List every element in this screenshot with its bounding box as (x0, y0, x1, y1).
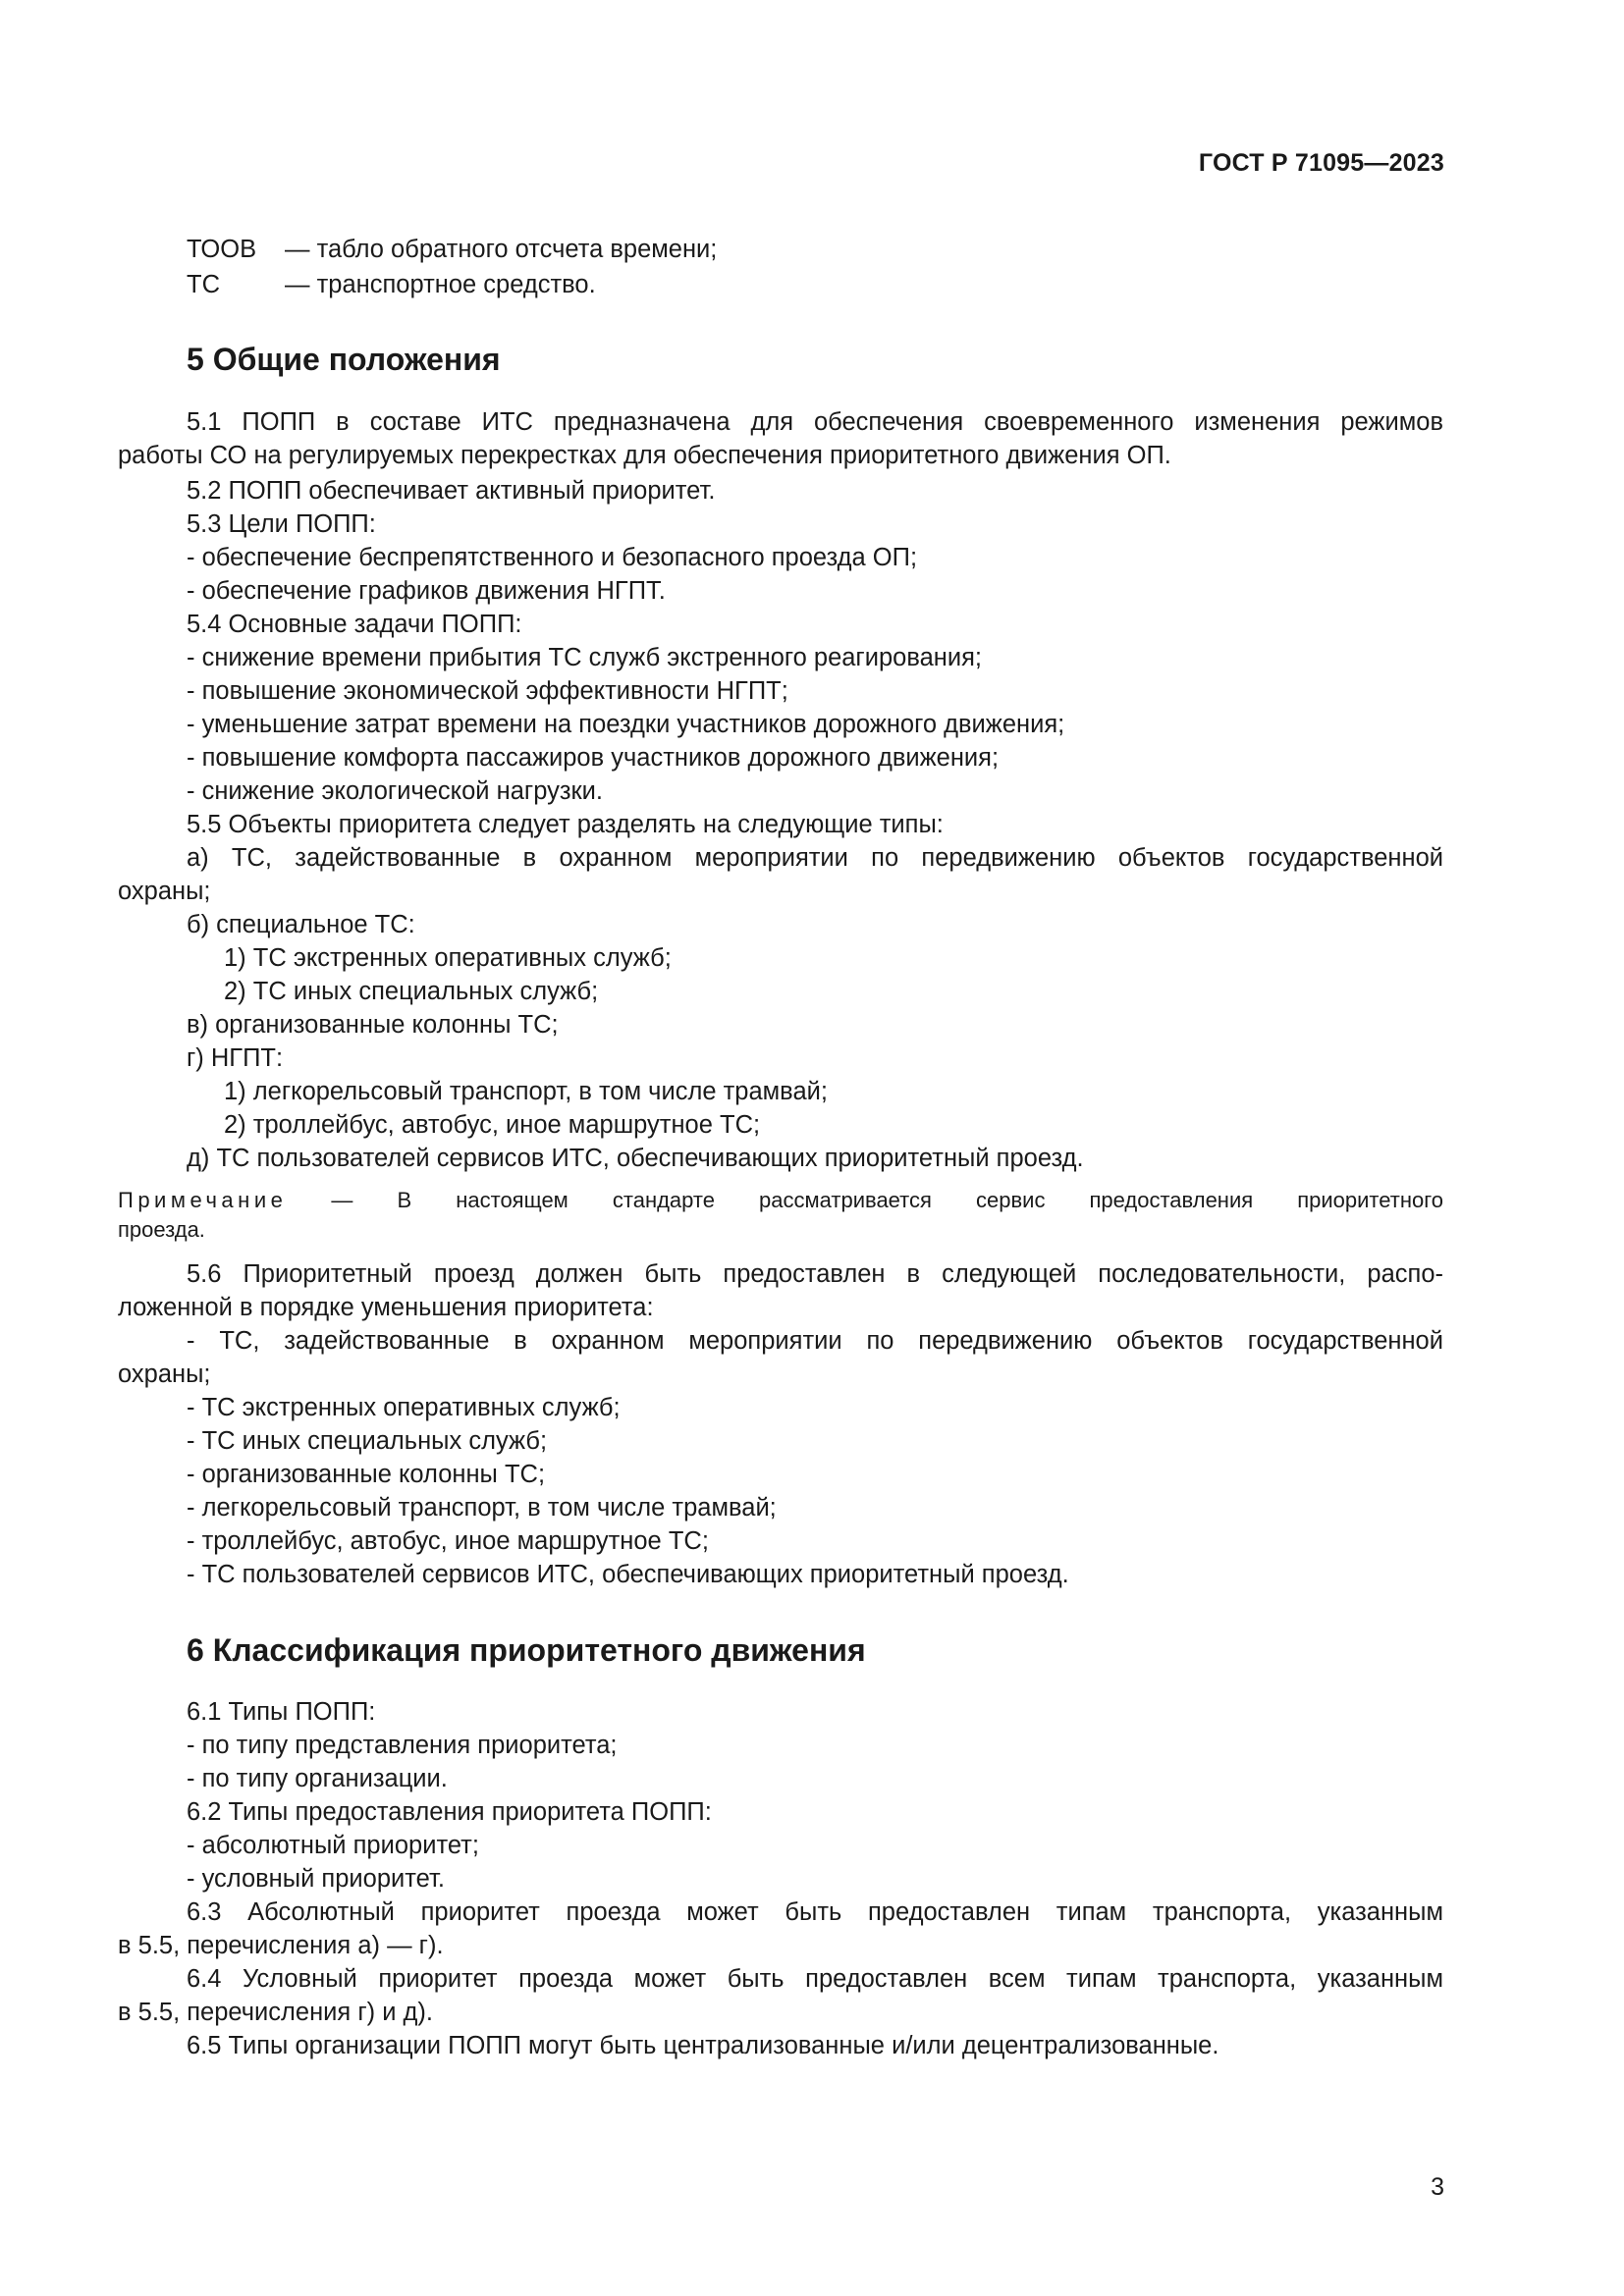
paragraph-line: 6.1 Типы ПОПП: (187, 1698, 376, 1726)
abbreviation-definition: — транспортное средство. (285, 271, 596, 298)
paragraph-line: 5.5 Объекты приоритета следует разделять на следующие типы: (187, 811, 944, 838)
paragraph-line: 6.3 Абсолютный приоритет проезда может быть предоставлен типам транспорта, указанным (187, 1898, 1443, 1926)
list-item: - повышение экономической эффективности НГПТ; (187, 677, 788, 705)
list-item: д) ТС пользователей сервисов ИТС, обеспечивающих приоритетный проезд. (187, 1145, 1084, 1172)
paragraph-line: 5.1 ПОПП в составе ИТС предназначена для обеспечения своевременного изменения режимов (187, 408, 1443, 436)
list-item: - обеспечение графиков движения НГПТ. (187, 577, 666, 605)
list-item: г) НГПТ: (187, 1044, 284, 1072)
section-heading: 5 Общие положения (187, 342, 501, 377)
abbreviation-row (187, 236, 717, 264)
list-item: - по типу представления приоритета; (187, 1732, 618, 1759)
list-item: - повышение комфорта пассажиров участников дорожного движения; (187, 744, 1000, 772)
list-item: б) специальное ТС: (187, 911, 415, 938)
note-text: — В настоящем стандарте рассматривается сервис предоставления приоритетного (331, 1188, 1443, 1212)
paragraph-line: 5.4 Основные задачи ПОПП: (187, 611, 522, 638)
paragraph-line: 6.5 Типы организации ПОПП могут быть централизованные и/или децентрализованные. (187, 2032, 1219, 2059)
list-item: - снижение времени прибытия ТС служб экстренного реагирования; (187, 644, 982, 671)
list-item: в) организованные колонны ТС; (187, 1011, 559, 1039)
section-heading: 6 Классификация приоритетного движения (187, 1632, 866, 1668)
paragraph-line: 6.2 Типы предоставления приоритета ПОПП: (187, 1798, 712, 1826)
list-item-continuation: охраны; (118, 878, 211, 905)
note-label: Примечание (118, 1188, 288, 1212)
abbreviation-row (187, 271, 596, 299)
list-item: - уменьшение затрат времени на поездки участников дорожного движения; (187, 711, 1065, 738)
paragraph-line: в 5.5, перечисления г) и д). (118, 1999, 433, 2026)
list-item: - легкорельсовый транспорт, в том числе трамвай; (187, 1494, 777, 1522)
list-item: - абсолютный приоритет; (187, 1832, 479, 1859)
sub-list-item: 2) ТС иных специальных служб; (224, 978, 599, 1005)
paragraph-line: 6.4 Условный приоритет проезда может быть предоставлен всем типам транспорта, указанным (187, 1965, 1443, 1993)
page-number: 3 (1431, 2173, 1444, 2201)
abbreviation-definition: — табло обратного отсчета времени; (285, 236, 718, 263)
list-item: - ТС, задействованные в охранном мероприятии по передвижению объектов государственной (187, 1327, 1443, 1355)
sub-list-item: 1) легкорельсовый транспорт, в том числе трамвай; (224, 1078, 828, 1105)
list-item: - ТС иных специальных служб; (187, 1427, 548, 1455)
list-item: - снижение экологической нагрузки. (187, 777, 604, 805)
sub-list-item: 1) ТС экстренных оперативных служб; (224, 944, 672, 972)
list-item: - организованные колонны ТС; (187, 1461, 546, 1488)
document-code-header: ГОСТ Р 71095—2023 (1198, 149, 1444, 177)
list-item: - условный приоритет. (187, 1865, 445, 1893)
note-line (118, 1188, 1443, 1213)
abbreviation-term: ТС (187, 271, 220, 298)
list-item: - ТС пользователей сервисов ИТС, обеспечивающих приоритетный проезд. (187, 1561, 1069, 1588)
list-item: - троллейбус, автобус, иное маршрутное ТС; (187, 1527, 709, 1555)
paragraph-line: ложенной в порядке уменьшения приоритета: (118, 1294, 654, 1321)
list-item: - обеспечение беспрепятственного и безопасного проезда ОП; (187, 544, 918, 571)
list-item: а) ТС, задействованные в охранном мероприятии по передвижению объектов государственной (187, 844, 1443, 872)
list-item: - по типу организации. (187, 1765, 448, 1792)
note-line: проезда. (118, 1217, 205, 1242)
paragraph-line: 5.3 Цели ПОПП: (187, 510, 376, 538)
list-item-continuation: охраны; (118, 1361, 211, 1388)
paragraph-line: работы СО на регулируемых перекрестках для обеспечения приоритетного движения ОП. (118, 442, 1171, 469)
sub-list-item: 2) троллейбус, автобус, иное маршрутное ТС; (224, 1111, 761, 1139)
abbreviation-term: ТООВ (187, 236, 257, 263)
list-item: - ТС экстренных оперативных служб; (187, 1394, 621, 1421)
paragraph-line: 5.2 ПОПП обеспечивает активный приоритет. (187, 477, 716, 505)
paragraph-line: в 5.5, перечисления а) — г). (118, 1932, 444, 1959)
paragraph-line: 5.6 Приоритетный проезд должен быть предоставлен в следующей последовательности, распо- (187, 1260, 1443, 1288)
